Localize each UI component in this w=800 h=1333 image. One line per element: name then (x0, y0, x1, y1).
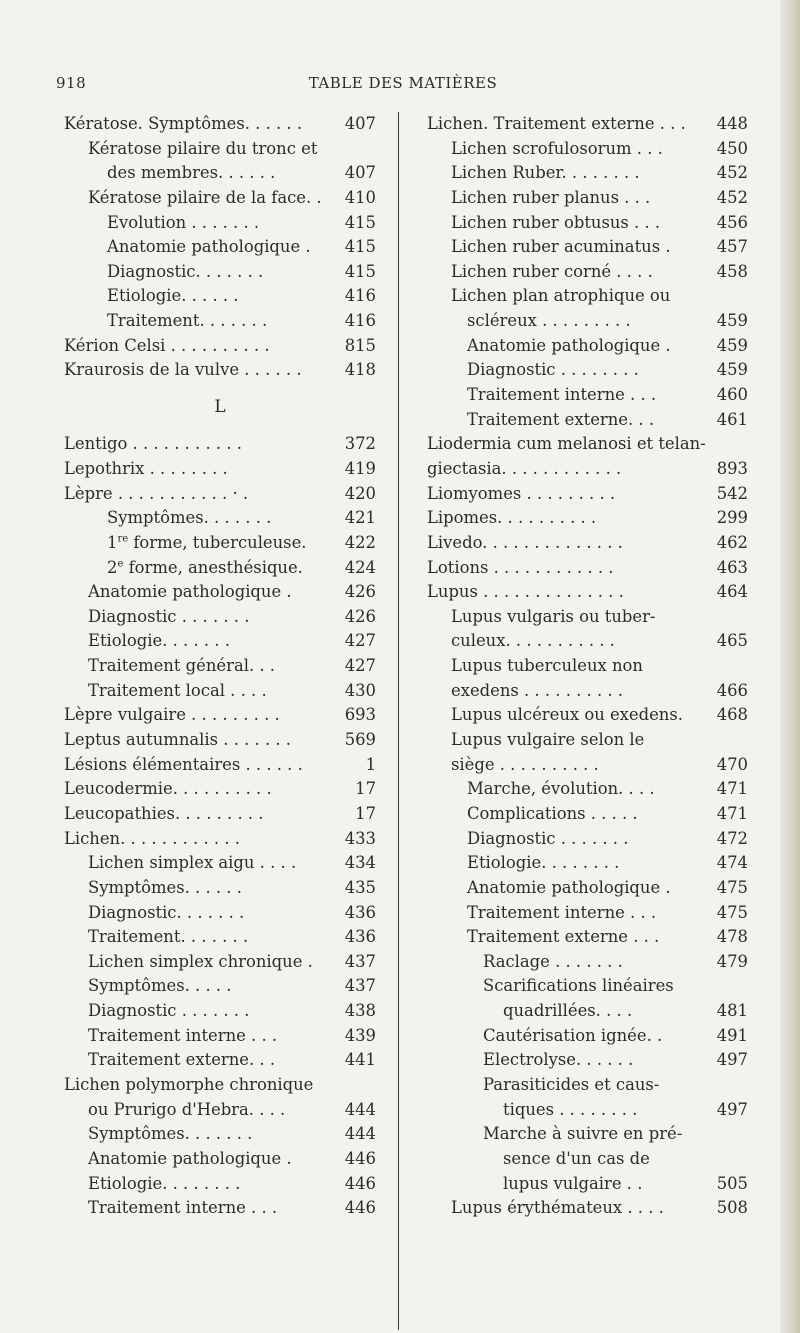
entry-page-number: 437 (344, 951, 376, 971)
index-entry (427, 1147, 748, 1172)
entry-label: Diagnostic . . . . . . . (88, 1001, 250, 1021)
entry-label: Lichen. Traitement externe . . . (427, 114, 686, 133)
index-entry (427, 925, 748, 950)
entry-label: Kératose pilaire du tronc et (88, 138, 318, 158)
index-entry (427, 556, 748, 581)
entry-page-number: 436 (344, 902, 376, 922)
index-entry (427, 851, 748, 876)
entry-label: Lichen ruber planus . . . (451, 187, 651, 207)
entry-label: Traitement interne . . . (88, 1025, 278, 1045)
section-letter-heading: L (214, 397, 226, 418)
entry-label: Lichen Ruber. . . . . . . . (451, 163, 640, 183)
entry-page-number: 463 (716, 557, 748, 577)
index-entry (427, 728, 748, 753)
entry-page-number: 433 (344, 828, 376, 848)
page-title: TABLE DES MATIÈRES (308, 74, 498, 92)
entry-label: Lichen ruber acuminatus . (451, 237, 671, 257)
entry-label: Traitement externe . . . (467, 927, 660, 947)
index-entry (427, 580, 748, 605)
entry-label: Lichen scrofulosorum . . . (451, 138, 663, 158)
entry-page-number: 478 (716, 927, 748, 947)
index-entry (427, 654, 748, 679)
index-entry (64, 1196, 376, 1221)
index-entry (64, 925, 376, 950)
entry-page-number: 508 (716, 1198, 748, 1218)
index-entry (64, 161, 376, 186)
index-entry (64, 974, 376, 999)
entry-label: Livedo. . . . . . . . . . . . . . (427, 532, 623, 552)
entry-label: Etiologie. . . . . . (107, 286, 239, 306)
index-entry (64, 112, 376, 137)
index-entry (64, 531, 376, 556)
entry-label: Symptômes. . . . . . . (88, 1124, 253, 1144)
entry-page-number: 481 (716, 1001, 748, 1021)
entry-page-number: 407 (344, 163, 376, 183)
index-entry (64, 1048, 376, 1073)
entry-page-number: 475 (716, 902, 748, 922)
entry-label: Marche, évolution. . . . (467, 779, 655, 799)
entry-label: Traitement général. . . (88, 656, 276, 676)
index-entry (427, 432, 748, 457)
entry-label: Leucopathies. . . . . . . . . (64, 803, 264, 823)
entry-page-number: 461 (716, 409, 748, 429)
entry-label: Liomyomes . . . . . . . . . (427, 483, 616, 503)
index-entry (427, 161, 748, 186)
entry-label: Electrolyse. . . . . . (483, 1050, 634, 1070)
index-entry (64, 260, 376, 285)
entry-page-number: 448 (716, 114, 748, 133)
entry-label: Anatomie pathologique . (107, 237, 311, 257)
entry-page-number: 438 (344, 1001, 376, 1021)
entry-page-number: 415 (344, 212, 376, 232)
entry-label: Lupus ulcéreux ou exedens. (451, 705, 683, 725)
index-entry (64, 605, 376, 630)
index-entry (427, 358, 748, 383)
index-entry (427, 1048, 748, 1073)
entry-label: Lotions . . . . . . . . . . . . (427, 557, 614, 577)
entry-label: Lichen simplex chronique . (88, 951, 313, 971)
entry-label: Symptômes. . . . . . (88, 877, 242, 897)
entry-page-number: 464 (716, 582, 748, 602)
entry-page-number: 693 (344, 705, 376, 725)
index-entry (427, 137, 748, 162)
entry-page-number: 475 (716, 877, 748, 897)
entry-label: Etiologie. . . . . . . . (467, 853, 620, 873)
entry-label: scléreux . . . . . . . . . (467, 311, 631, 331)
index-entry (427, 605, 748, 630)
entry-page-number: 421 (344, 508, 376, 528)
entry-page-number: 424 (344, 557, 376, 577)
index-entry (64, 728, 376, 753)
index-entry (64, 482, 376, 507)
entry-label: siège . . . . . . . . . . (451, 754, 599, 774)
entry-page-number: 815 (344, 335, 376, 355)
entry-page-number: 505 (716, 1173, 748, 1193)
entry-page-number: 17 (355, 803, 376, 823)
entry-label: Anatomie pathologique . (88, 582, 292, 602)
index-entry (427, 1172, 748, 1197)
index-entry (427, 408, 748, 433)
entry-page-number: 452 (716, 187, 748, 207)
index-entry (64, 901, 376, 926)
index-entry (427, 531, 748, 556)
entry-page-number: 372 (344, 434, 376, 454)
entry-label: Lèpre . . . . . . . . . . . · . (64, 483, 249, 503)
column-divider (398, 112, 399, 1330)
entry-page-number: 299 (716, 508, 748, 528)
entry-page-number: 419 (344, 458, 376, 478)
entry-page-number: 430 (344, 680, 376, 700)
entry-page-number: 437 (344, 976, 376, 996)
entry-label: Kératose pilaire de la face. . (88, 187, 322, 207)
entry-label: Lichen ruber obtusus . . . (451, 212, 661, 232)
entry-page-number: 416 (344, 311, 376, 331)
index-entry (427, 186, 748, 211)
entry-page-number: 418 (344, 360, 376, 380)
entry-label: Cautérisation ignée. . (483, 1025, 663, 1045)
entry-label: Traitement interne . . . (467, 385, 657, 405)
entry-page-number: 462 (716, 532, 748, 552)
entry-label: Lèpre vulgaire . . . . . . . . . (64, 705, 280, 725)
entry-label: Symptômes. . . . . . . (107, 508, 272, 528)
index-entry (64, 580, 376, 605)
entry-page-number: 452 (716, 163, 748, 183)
entry-page-number: 457 (716, 237, 748, 257)
entry-label: Traitement externe. . . (88, 1050, 276, 1070)
index-entry (64, 629, 376, 654)
entry-label: Anatomie pathologique . (88, 1148, 292, 1168)
entry-page-number: 470 (716, 754, 748, 774)
entry-label: Kraurosis de la vulve . . . . . . (64, 360, 302, 380)
index-entry (64, 1098, 376, 1123)
entry-label: des membres. . . . . . (107, 163, 276, 183)
index-entry (64, 703, 376, 728)
entry-page-number: 422 (344, 532, 376, 552)
index-entry (64, 1122, 376, 1147)
entry-label: Leucodermie. . . . . . . . . . (64, 779, 272, 799)
index-entry (427, 284, 748, 309)
entry-label: Evolution . . . . . . . (107, 212, 260, 232)
entry-page-number: 491 (716, 1025, 748, 1045)
entry-label: Lichen ruber corné . . . . (451, 261, 653, 281)
entry-label: Liodermia cum melanosi et telan- (427, 434, 706, 454)
index-entry (64, 777, 376, 802)
entry-label: 2e forme, anesthésique. (107, 557, 303, 577)
entry-page-number: 441 (344, 1050, 376, 1070)
entry-label: Parasiticides et caus- (483, 1074, 660, 1094)
index-entry (64, 851, 376, 876)
entry-label: Symptômes. . . . . (88, 976, 232, 996)
index-entry (427, 950, 748, 975)
entry-page-number: 446 (344, 1173, 376, 1193)
index-entry (64, 309, 376, 334)
entry-page-number: 416 (344, 286, 376, 306)
index-entry (427, 506, 748, 531)
entry-label: Etiologie. . . . . . . (88, 631, 230, 651)
entry-label: Leptus autumnalis . . . . . . . (64, 730, 292, 750)
entry-label: Etiologie. . . . . . . . (88, 1173, 241, 1193)
index-entry (427, 876, 748, 901)
entry-page-number: 459 (716, 360, 748, 380)
entry-page-number: 426 (344, 582, 376, 602)
entry-label: Kératose. Symptômes. . . . . . (64, 114, 303, 133)
entry-label: Complications . . . . . (467, 803, 638, 823)
entry-page-number: 446 (344, 1198, 376, 1218)
entry-page-number: 542 (716, 483, 748, 503)
index-entry (64, 1024, 376, 1049)
index-entry (427, 260, 748, 285)
scan-page-edge (780, 0, 800, 1333)
entry-page-number: 471 (716, 779, 748, 799)
index-entry (64, 506, 376, 531)
index-entry (64, 211, 376, 236)
entry-label: Lipomes. . . . . . . . . . (427, 508, 597, 528)
entry-label: Traitement externe. . . (467, 409, 655, 429)
entry-label: 1re forme, tuberculeuse. (107, 532, 307, 552)
entry-label: Lupus tuberculeux non (451, 656, 643, 676)
entry-label: Kérion Celsi . . . . . . . . . . (64, 335, 270, 355)
entry-label: Lésions élémentaires . . . . . . (64, 754, 303, 774)
entry-page-number: 407 (344, 114, 376, 133)
entry-label: Diagnostic. . . . . . . (107, 261, 264, 281)
right-column (427, 112, 748, 1221)
index-entry (64, 284, 376, 309)
index-entry (427, 235, 748, 260)
index-entry (64, 457, 376, 482)
entry-label: Lichen. . . . . . . . . . . . (64, 828, 240, 848)
index-entry (427, 1098, 748, 1123)
entry-page-number: 415 (344, 237, 376, 257)
page-header (56, 74, 750, 98)
index-entry (427, 827, 748, 852)
index-entry (427, 703, 748, 728)
index-entry (64, 432, 376, 457)
index-entry (427, 457, 748, 482)
entry-page-number: 472 (716, 828, 748, 848)
index-entry (64, 556, 376, 581)
index-entry (427, 802, 748, 827)
entry-page-number: 497 (716, 1050, 748, 1070)
entry-page-number: 434 (344, 853, 376, 873)
index-entry (64, 950, 376, 975)
entry-page-number: 497 (716, 1099, 748, 1119)
entry-label: Traitement interne . . . (88, 1198, 278, 1218)
entry-page-number: 465 (716, 631, 748, 651)
entry-page-number: 458 (716, 261, 748, 281)
entry-page-number: 466 (716, 680, 748, 700)
entry-page-number: 468 (716, 705, 748, 725)
entry-page-number: 456 (716, 212, 748, 232)
index-entry (64, 1172, 376, 1197)
entry-page-number: 460 (716, 385, 748, 405)
index-entry (427, 974, 748, 999)
entry-page-number: 471 (716, 803, 748, 823)
entry-page-number: 459 (716, 311, 748, 331)
index-entry (427, 1122, 748, 1147)
entry-page-number: 893 (716, 458, 748, 478)
left-column (64, 112, 376, 1221)
index-entry (64, 999, 376, 1024)
page-number: 918 (56, 74, 87, 92)
index-entry (64, 654, 376, 679)
entry-label: Diagnostic . . . . . . . (467, 828, 629, 848)
index-entry (64, 876, 376, 901)
entry-label: Lichen polymorphe chronique (64, 1075, 314, 1094)
entry-label: Lupus . . . . . . . . . . . . . . (427, 582, 624, 602)
index-entry (427, 1196, 748, 1221)
index-entry (427, 901, 748, 926)
index-entry (427, 383, 748, 408)
entry-label: Lichen simplex aigu . . . . (88, 853, 297, 873)
entry-page-number: 1 (365, 754, 376, 774)
entry-page-number: 474 (716, 853, 748, 873)
entry-label: Lepothrix . . . . . . . . (64, 458, 228, 478)
entry-label: culeux. . . . . . . . . . . (451, 631, 615, 651)
index-entry (427, 1073, 748, 1098)
index-entry (64, 827, 376, 852)
index-entry (64, 1073, 376, 1098)
index-entry (427, 334, 748, 359)
entry-page-number: 479 (716, 951, 748, 971)
entry-page-number: 444 (344, 1099, 376, 1119)
entry-label: lupus vulgaire . . (503, 1173, 643, 1193)
index-entry (64, 137, 376, 162)
entry-page-number: 446 (344, 1148, 376, 1168)
entry-page-number: 410 (344, 187, 376, 207)
index-entry (427, 753, 748, 778)
entry-label: quadrillées. . . . (503, 1001, 633, 1021)
index-entry (427, 679, 748, 704)
entry-page-number: 459 (716, 335, 748, 355)
entry-label: Lupus vulgaris ou tuber- (451, 606, 656, 626)
entry-label: Traitement. . . . . . . (88, 927, 249, 947)
entry-label: Diagnostic . . . . . . . (88, 606, 250, 626)
entry-page-number: 450 (716, 138, 748, 158)
entry-page-number: 444 (344, 1124, 376, 1144)
entry-page-number: 420 (344, 483, 376, 503)
entry-label: Scarifications linéaires (483, 976, 674, 996)
entry-page-number: 17 (355, 779, 376, 799)
entry-label: Marche à suivre en pré- (483, 1124, 683, 1144)
entry-page-number: 427 (344, 656, 376, 676)
index-entry (64, 235, 376, 260)
index-entry (64, 802, 376, 827)
index-entry (427, 112, 748, 137)
entry-page-number: 415 (344, 261, 376, 281)
index-entry (64, 334, 376, 359)
entry-page-number: 426 (344, 606, 376, 626)
entry-label: Lupus érythémateux . . . . (451, 1198, 664, 1218)
entry-label: Lichen plan atrophique ou (451, 286, 671, 306)
index-entry (64, 679, 376, 704)
index-entry (64, 186, 376, 211)
entry-label: Raclage . . . . . . . (483, 951, 623, 971)
index-entry (427, 999, 748, 1024)
entry-page-number: 435 (344, 877, 376, 897)
index-entry (64, 358, 376, 383)
entry-label: Lupus vulgaire selon le (451, 730, 645, 750)
index-entry (427, 629, 748, 654)
entry-label: Traitement interne . . . (467, 902, 657, 922)
entry-label: Diagnostic. . . . . . . (88, 902, 245, 922)
index-entry (64, 1147, 376, 1172)
entry-page-number: 427 (344, 631, 376, 651)
entry-label: Lentigo . . . . . . . . . . . (64, 434, 242, 454)
entry-label: Traitement. . . . . . . (107, 311, 268, 331)
entry-label: sence d'un cas de (503, 1148, 650, 1168)
index-entry (427, 1024, 748, 1049)
entry-label: exedens . . . . . . . . . . (451, 680, 624, 700)
entry-label: Anatomie pathologique . (467, 335, 671, 355)
index-entry (427, 211, 748, 236)
entry-page-number: 439 (344, 1025, 376, 1045)
entry-label: Diagnostic . . . . . . . . (467, 360, 639, 380)
entry-label: giectasia. . . . . . . . . . . . (427, 458, 622, 478)
entry-page-number: 436 (344, 927, 376, 947)
index-entry (427, 309, 748, 334)
entry-label: tiques . . . . . . . . (503, 1099, 638, 1119)
entry-page-number: 569 (344, 730, 376, 750)
entry-label: Traitement local . . . . (88, 680, 267, 700)
entry-label: Anatomie pathologique . (467, 877, 671, 897)
index-entry (427, 777, 748, 802)
index-entry (427, 482, 748, 507)
entry-label: ou Prurigo d'Hebra. . . . (88, 1099, 286, 1119)
index-entry (64, 753, 376, 778)
